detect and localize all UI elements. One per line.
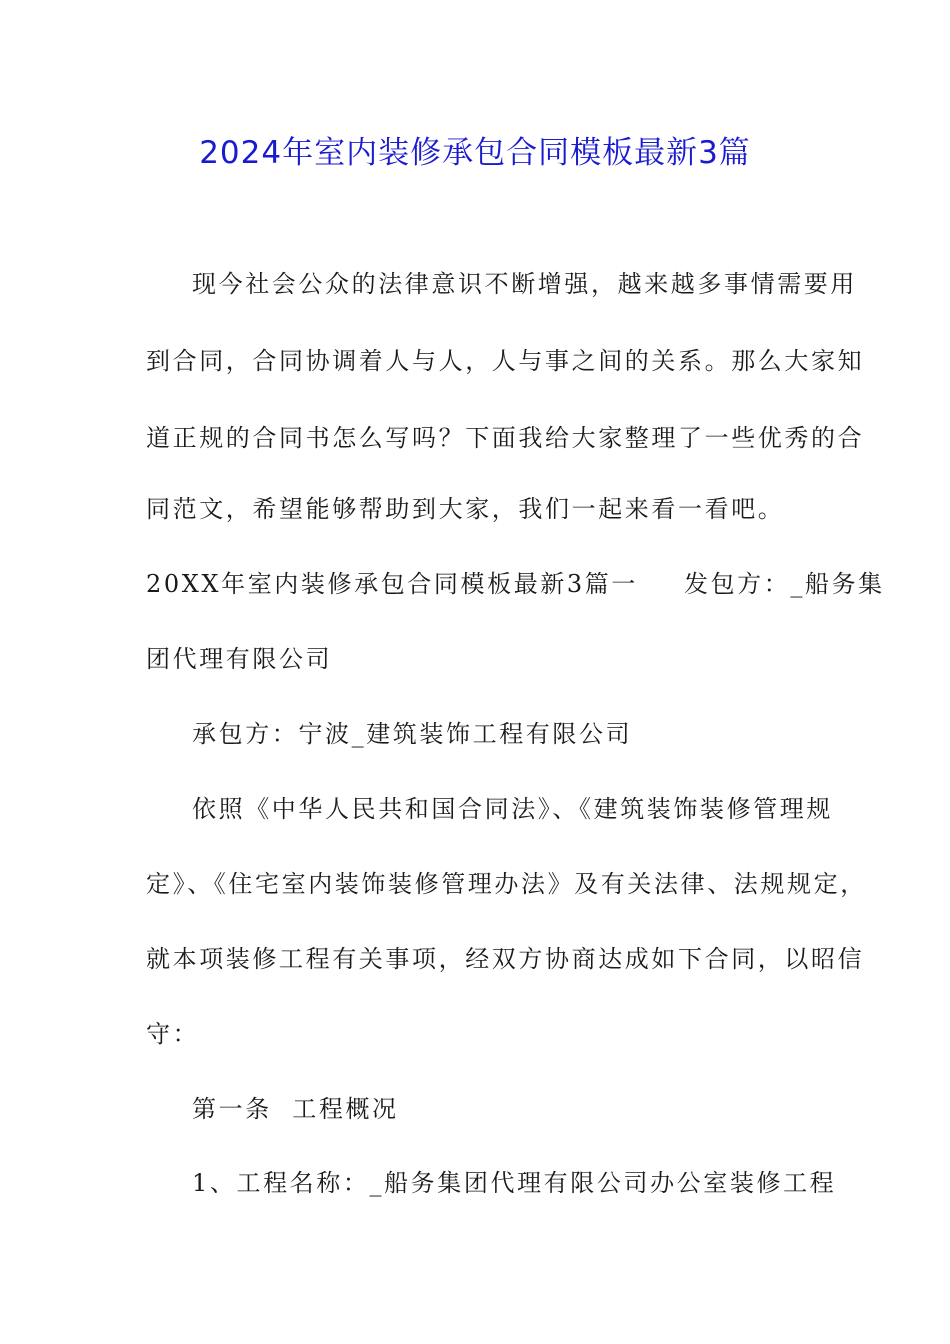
basis-line-3: 就本项装修工程有关事项，经双方协商达成如下合同，以昭信 — [146, 945, 865, 973]
basis-line-2: 定》、《住宅室内装饰装修管理办法》及有关法律、法规规定， — [146, 870, 867, 898]
item-1-line: 1、工程名称：_船务集团代理有限公司办公室装修工程 — [192, 1169, 837, 1197]
employer-name-line: 团代理有限公司 — [146, 645, 333, 673]
intro-line-1: 现今社会公众的法律意识不断增强，越来越多事情需要用 — [192, 270, 857, 298]
intro-line-3: 道正规的合同书怎么写吗？下面我给大家整理了一些优秀的合 — [146, 424, 865, 452]
intro-line-4: 同范文，希望能够帮助到大家，我们一起来看一看吧。 — [146, 495, 785, 523]
section-heading-line — [146, 567, 885, 601]
article-heading: 第一条 工程概况 — [192, 1095, 399, 1123]
intro-line-2: 到合同，合同协调着人与人，人与事之间的关系。那么大家知 — [146, 347, 865, 375]
basis-line-1: 依照《中华人民共和国合同法》、《建筑装饰装修管理规 — [192, 795, 833, 823]
contractor-line: 承包方：宁波_建筑装饰工程有限公司 — [192, 720, 633, 748]
employer-label: 发包方：_船务集 — [683, 570, 885, 598]
basis-line-4: 守： — [146, 1020, 200, 1048]
document-title: 2024年室内装修承包合同模板最新3篇 — [199, 135, 751, 171]
section-heading: 20XX年室内装修承包合同模板最新3篇一 — [146, 570, 638, 598]
